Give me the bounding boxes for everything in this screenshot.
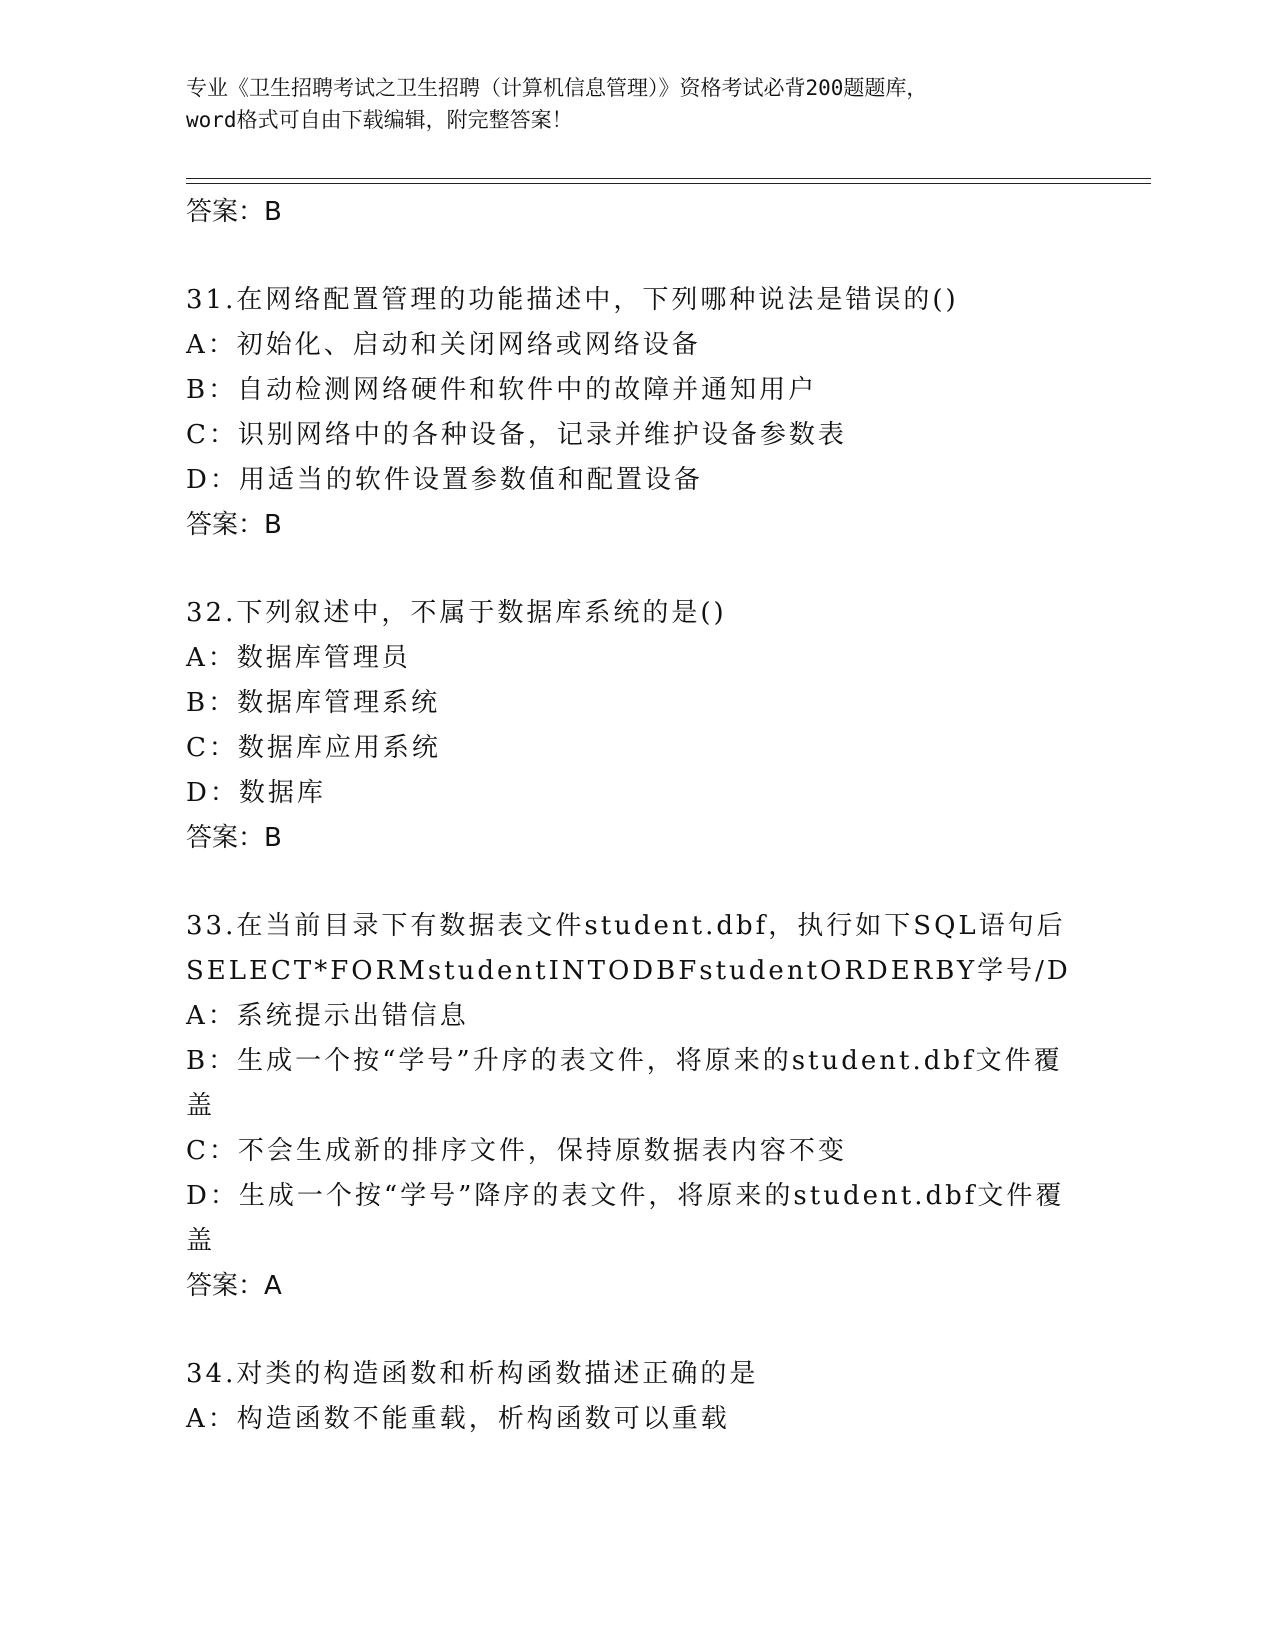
option-c: C：数据库应用系统 — [186, 733, 441, 763]
question-34 — [186, 1352, 1086, 1442]
question-stem-sql: SELECT*FORMstudentINTODBFstudentORDERBY学号/D — [186, 956, 1071, 986]
option-d-continued: 盖 — [186, 1226, 216, 1256]
option-d: D：生成一个按“学号”降序的表文件，将原来的student.dbf文件覆 — [186, 1181, 1065, 1211]
answer: 答案：B — [186, 823, 282, 853]
option-c: C：不会生成新的排序文件，保持原数据表内容不变 — [186, 1136, 847, 1166]
option-b: B：数据库管理系统 — [186, 688, 441, 718]
header-rule-bottom — [186, 183, 1151, 184]
option-c: C：识别网络中的各种设备，记录并维护设备参数表 — [186, 420, 847, 450]
option-b: B：自动检测网络硬件和软件中的故障并通知用户 — [186, 375, 818, 405]
option-a: A：初始化、启动和关闭网络或网络设备 — [186, 330, 701, 360]
option-a: A：数据库管理员 — [186, 643, 411, 673]
option-d: D：用适当的软件设置参数值和配置设备 — [186, 465, 703, 495]
option-a: A：构造函数不能重载，析构函数可以重载 — [186, 1404, 730, 1434]
header-line-2: word格式可自由下载编辑，附完整答案！ — [186, 108, 573, 132]
question-33 — [186, 904, 1086, 1308]
option-d: D：数据库 — [186, 778, 326, 808]
answer-30: 答案：B — [186, 197, 282, 227]
answer: 答案：A — [186, 1271, 282, 1301]
question-stem: 34.对类的构造函数和析构函数描述正确的是 — [186, 1359, 759, 1389]
question-stem: 31.在网络配置管理的功能描述中，下列哪种说法是错误的() — [186, 285, 959, 315]
option-b: B：生成一个按“学号”升序的表文件，将原来的student.dbf文件覆 — [186, 1046, 1063, 1076]
question-stem: 32.下列叙述中，不属于数据库系统的是() — [186, 598, 727, 628]
document-header — [186, 72, 1086, 136]
header-line-1: 专业《卫生招聘考试之卫生招聘（计算机信息管理）》资格考试必背200题题库， — [186, 76, 928, 100]
question-stem: 33.在当前目录下有数据表文件student.dbf，执行如下SQL语句后 — [186, 911, 1066, 941]
question-list — [186, 190, 1086, 1442]
option-b-continued: 盖 — [186, 1091, 216, 1121]
answer: 答案：B — [186, 510, 282, 540]
option-a: A：系统提示出错信息 — [186, 1001, 469, 1031]
question-31 — [186, 278, 1086, 547]
question-32 — [186, 591, 1086, 860]
header-rule-top — [186, 178, 1151, 179]
